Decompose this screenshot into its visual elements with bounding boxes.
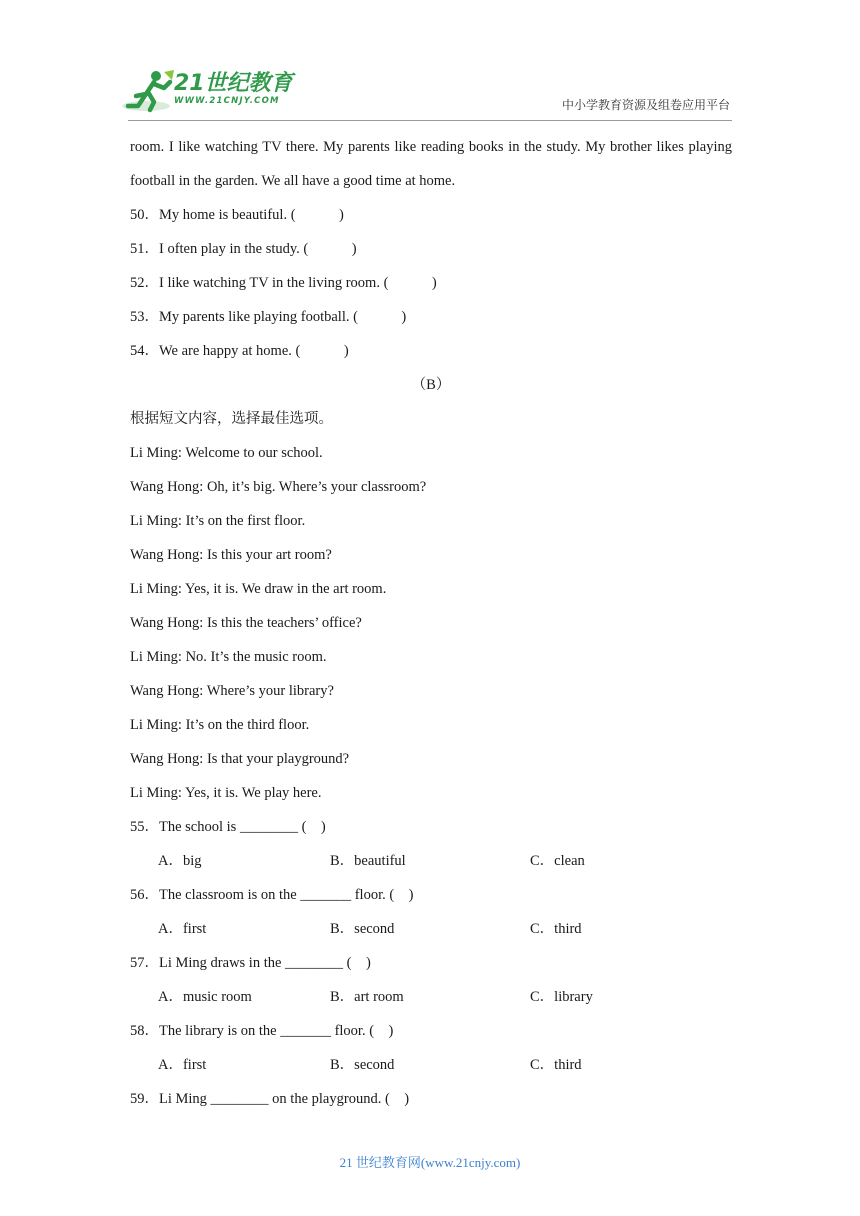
question-54: 54．We are happy at home. ( ) xyxy=(130,343,349,359)
dialogue-line: Li Ming: Welcome to our school. xyxy=(130,445,323,461)
options-56 xyxy=(130,912,732,946)
option-c[interactable]: C．third xyxy=(530,921,582,937)
option-a[interactable]: A．big xyxy=(158,853,202,869)
question-53: 53．My parents like playing football. ( ) xyxy=(130,309,407,325)
option-b[interactable]: B．second xyxy=(330,921,395,937)
option-b[interactable]: B．second xyxy=(330,1057,395,1073)
options-55 xyxy=(130,844,732,878)
option-b[interactable]: B．art room xyxy=(330,989,404,1005)
question-56: 56．The classroom is on the _______ floor. ( ) xyxy=(130,887,414,903)
dialogue-line: Wang Hong: Is this your art room? xyxy=(130,547,332,563)
question-58: 58．The library is on the _______ floor. ( ) xyxy=(130,1023,394,1039)
logo-text: 21世纪教育 xyxy=(174,71,293,96)
dialogue-line: Wang Hong: Is this the teachers’ office? xyxy=(130,615,362,631)
option-a[interactable]: A．music room xyxy=(158,989,252,1005)
question-50: 50．My home is beautiful. ( ) xyxy=(130,207,344,223)
passage-a-text: room. I like watching TV there. My parents like reading books in the study. My brother likes playing football in the garden. We all have a good time at home. xyxy=(130,139,732,189)
dialogue-line: Li Ming: Yes, it is. We draw in the art room. xyxy=(130,581,387,597)
question-55: 55．The school is ________ ( ) xyxy=(130,819,326,835)
option-b[interactable]: B．beautiful xyxy=(330,853,406,869)
options-58 xyxy=(130,1048,732,1082)
question-52: 52．I like watching TV in the living room. ( ) xyxy=(130,275,437,291)
worksheet-content xyxy=(130,130,732,1116)
section-b-instruction: 根据短文内容，选择最佳选项。 xyxy=(130,411,333,427)
site-logo[interactable] xyxy=(120,66,295,116)
running-figure-logo-icon xyxy=(120,68,176,114)
logo-url: WWW.21CNJY.COM xyxy=(174,96,280,106)
dialogue-line: Li Ming: It’s on the third floor. xyxy=(130,717,310,733)
option-c[interactable]: C．clean xyxy=(530,853,585,869)
dialogue-line: Li Ming: Yes, it is. We play here. xyxy=(130,785,322,801)
dialogue-line: Wang Hong: Where’s your library? xyxy=(130,683,334,699)
question-51: 51．I often play in the study. ( ) xyxy=(130,241,357,257)
option-c[interactable]: C．third xyxy=(530,1057,582,1073)
dialogue-line: Li Ming: No. It’s the music room. xyxy=(130,649,327,665)
page-header xyxy=(0,0,860,125)
header-tagline: 中小学教育资源及组卷应用平台 xyxy=(561,98,730,112)
question-59: 59．Li Ming ________ on the playground. ( ) xyxy=(130,1091,410,1107)
section-b-label: （B） xyxy=(411,377,451,393)
dialogue-line: Li Ming: It’s on the first floor. xyxy=(130,513,306,529)
dialogue-line: Wang Hong: Is that your playground? xyxy=(130,751,350,767)
option-a[interactable]: A．first xyxy=(158,1057,207,1073)
page-footer[interactable]: 21 世纪教育网(www.21cnjy.com) xyxy=(339,1155,521,1170)
dialogue-line: Wang Hong: Oh, it’s big. Where’s your classroom? xyxy=(130,479,427,495)
header-divider xyxy=(128,120,732,121)
option-c[interactable]: C．library xyxy=(530,989,593,1005)
options-57 xyxy=(130,980,732,1014)
question-57: 57．Li Ming draws in the ________ ( ) xyxy=(130,955,371,971)
option-a[interactable]: A．first xyxy=(158,921,207,937)
